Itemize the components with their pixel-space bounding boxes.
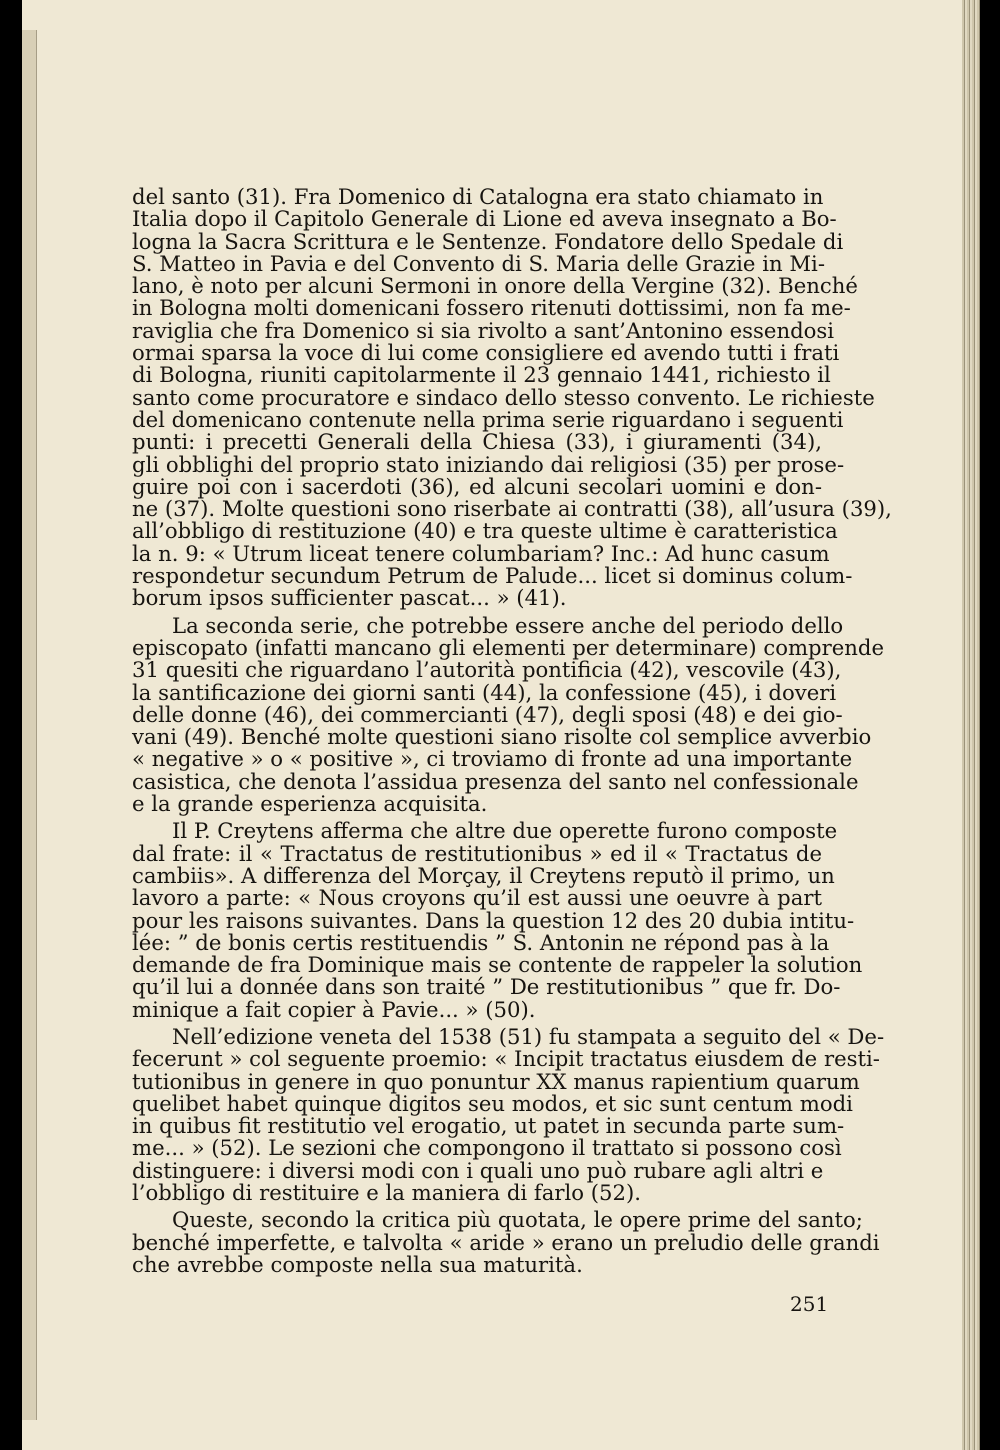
text-line: episcopato (infatti mancano gli elementi per determinare) comprende (132, 634, 885, 660)
text-line: del santo (31). Fra Domenico di Catalogna era stato chiamato in (132, 184, 824, 209)
text-line: dal frate: il « Tractatus de restitutionibus » ed il « Tractatus de (132, 840, 822, 866)
text-line: gli obblighi del proprio stato iniziando dai religiosi (35) per prose- (132, 451, 845, 477)
text-line: raviglia che fra Domenico si sia rivolto a sant’Antonino essendosi (132, 317, 835, 343)
paragraph (132, 818, 863, 1022)
text-line: Nell’edizione veneta del 1538 (51) fu stampata a seguito del « De- (172, 1023, 885, 1049)
text-line: respondetur secundum Petrum de Palude... licet si dominus colum- (132, 563, 853, 589)
paragraph (132, 1207, 880, 1277)
text-line: in Bologna molti domenicani fossero ritenuti dottissimi, non fa me- (132, 295, 851, 321)
text-line: punti: i precetti Generali della Chiesa (33), i giuramenti (34), (132, 429, 822, 455)
text-line: casistica, che denota l’assidua presenza del santo nel confessionale (132, 768, 859, 794)
paragraph (132, 184, 892, 611)
text-line: vani (49). Benché molte questioni siano risolte col semplice avverbio (132, 724, 872, 750)
text-line: guire poi con i sacerdoti (36), ed alcuni secolari uomini e don- (132, 473, 822, 499)
text-line: l’obbligo di restituire e la maniera di farlo (52). (132, 1180, 642, 1206)
page-number: 251 (790, 1292, 829, 1316)
text-line: tutionibus in genere in quo ponuntur XX manus rapientium quarum (132, 1068, 860, 1094)
text-line: qu’il lui a donnée dans son traité ” De restitutionibus ” que fr. Do- (132, 974, 841, 1000)
text-line: S. Matteo in Pavia e del Convento di S. Maria delle Grazie in Mi- (132, 250, 825, 276)
text-line: santo come procuratore e sindaco dello stesso convento. Le richieste (132, 384, 875, 410)
page-left-edge (22, 30, 37, 1420)
text-line: minique a fait copier à Pavie... » (50). (132, 996, 536, 1022)
text-line: la santificazione dei giorni santi (44), la confessione (45), i doveri (132, 679, 837, 705)
text-line: « negative » o « positive », ci troviamo di fronte ad una importante (132, 746, 853, 772)
text-line: ormai sparsa la voce di lui come consigliere ed avendo tutti i frati (132, 340, 840, 366)
text-line: Italia dopo il Capitolo Generale di Lione ed aveva insegnato a Bo- (132, 206, 837, 232)
paragraph (132, 612, 885, 817)
body-text (132, 184, 892, 1277)
text-line: borum ipsos sufficienter pascat... » (41). (132, 585, 567, 611)
text-line: fecerunt » col seguente proemio: « Incipit tractatus eiusdem de resti- (132, 1046, 880, 1072)
text-line: all’obbligo di restituzione (40) e tra queste ultime è caratteristica (132, 518, 838, 544)
page-stack-edge (962, 0, 980, 1450)
text-line: cambiis». A differenza del Morçay, il Creytens reputò il primo, un (132, 862, 835, 888)
text-line: distinguere: i diversi modi con i quali uno può rubare agli altri e (132, 1157, 824, 1183)
text-line: delle donne (46), dei commercianti (47), degli sposi (48) e dei gio- (132, 701, 843, 727)
paragraph (132, 1023, 885, 1206)
text-line: Il P. Creytens afferma che altre due operette furono composte (172, 818, 838, 844)
text-line: logna la Sacra Scrittura e le Sentenze. Fondatore dello Spedale di (132, 228, 844, 254)
text-line: che avrebbe composte nella sua maturità. (132, 1251, 583, 1277)
text-line: del domenicano contenute nella prima serie riguardano i seguenti (132, 406, 844, 432)
text-line: benché imperfette, e talvolta « aride » erano un preludio delle grandi (132, 1229, 880, 1255)
text-line: 31 quesiti che riguardano l’autorità pontificia (42), vescovile (43), (132, 657, 842, 683)
book-page (22, 0, 980, 1450)
text-line: lée: ” de bonis certis restituendis ” S. Antonin ne répond pas à la (132, 929, 830, 955)
text-line: lano, è noto per alcuni Sermoni in onore della Vergine (32). Benché (132, 273, 858, 299)
text-line: pour les raisons suivantes. Dans la question 12 des 20 dubia intitu- (132, 907, 855, 933)
text-line: lavoro a parte: « Nous croyons qu’il est aussi une oeuvre à part (132, 885, 822, 911)
text-line: la n. 9: « Utrum liceat tenere columbariam? Inc.: Ad hunc casum (132, 540, 830, 566)
text-line: me... » (52). Le sezioni che compongono il trattato si possono così (132, 1135, 842, 1161)
text-line: Queste, secondo la critica più quotata, le opere prime del santo; (172, 1207, 863, 1233)
text-line: in quibus fit restitutio vel erogatio, ut patet in secunda parte sum- (132, 1113, 845, 1139)
text-line: La seconda serie, che potrebbe essere anche del periodo dello (172, 612, 844, 638)
text-line: demande de fra Dominique mais se contente de rappeler la solution (132, 952, 863, 978)
text-line: e la grande esperienza acquisita. (132, 791, 488, 817)
text-line: di Bologna, riuniti capitolarmente il 23 gennaio 1441, richiesto il (132, 362, 831, 388)
text-line: ne (37). Molte questioni sono riserbate ai contratti (38), all’usura (39), (132, 496, 892, 522)
text-line: quelibet habet quinque digitos seu modos, et sic sunt centum modi (132, 1090, 853, 1116)
